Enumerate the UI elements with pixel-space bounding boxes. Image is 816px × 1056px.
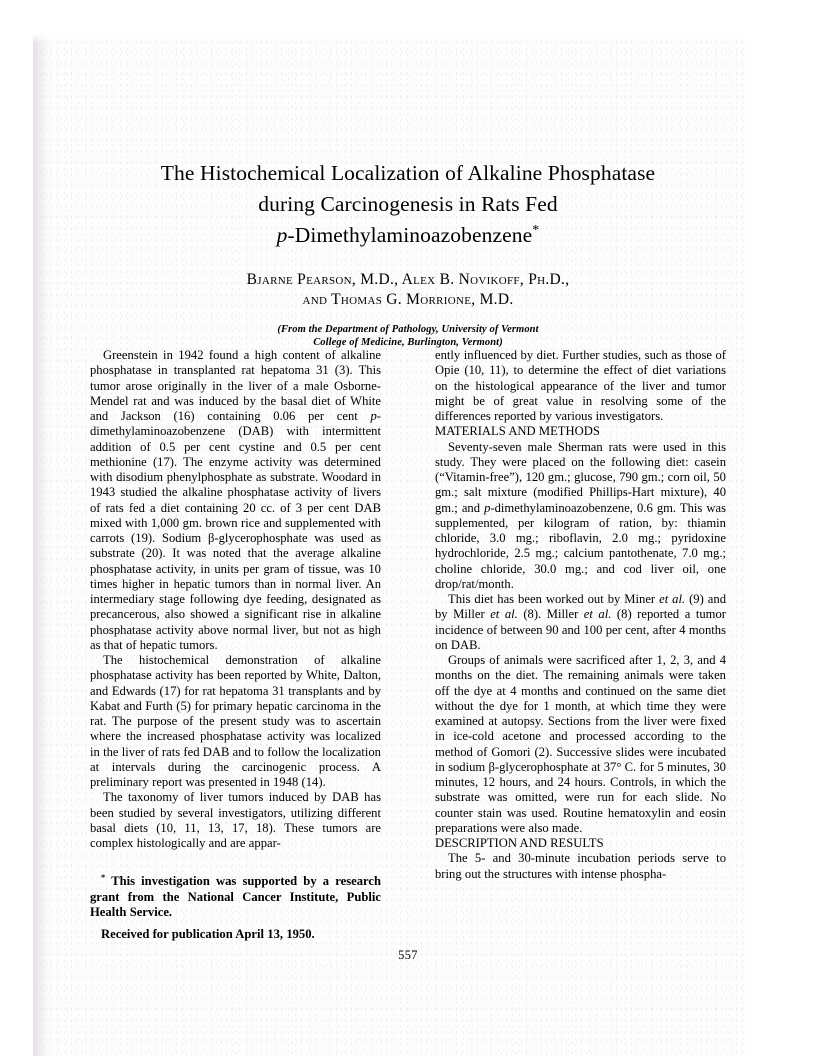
left-column (90, 348, 381, 942)
paragraph: Groups of animals were sacrificed after 1, 2, 3, and 4 months on the diet. The remaining animals were taken off the dye at 4 months and continued on the same diet without the dye for 1 month, at which time they were examined at autopsy. Sections from the liver were fixed in ice-cold acetone and processed according to the method of Gomori (2). Successive slides were incubated in sodium β-glycerophosphate at 37° C. for 5 minutes, 30 minutes, 12 hours, and 24 hours. Controls, in which the substrate was omitted, were run for each slide. No counter stain was used. Routine hematoxylin and eosin preparations were also made. (435, 653, 726, 835)
title-line-3-rest: -Dimethylaminoazobenzene (287, 223, 533, 247)
affiliation-block (78, 310, 738, 349)
title-italic-prefix: p (276, 223, 288, 247)
author-line-2: and Thomas G. Morrione, M.D. (302, 291, 514, 308)
right-column (435, 348, 726, 942)
section-heading-materials-and-methods: MATERIALS AND METHODS (435, 424, 600, 439)
paragraph: The taxonomy of liver tumors induced by DAB has been studied by several investigators, utilizing different basal diets (10, 11, 13, 17, 18). These tumors are complex histologically and are appar- (90, 790, 381, 850)
footnote-grant (90, 874, 381, 920)
article-title (78, 0, 738, 251)
section-heading-description-and-results: DESCRIPTION AND RESULTS (435, 836, 604, 850)
affiliation-line-1: (From the Department of Pathology, University of Vermont (277, 324, 539, 335)
paragraph: This diet has been worked out by Miner et al. (9) and by Miller et al. (8). Miller et al. (8) reported a tumor incidence of between 90 and 100 per cent, after 4 months on DAB. (435, 592, 726, 652)
paragraph: ently influenced by diet. Further studies, such as those of Opie (10, 11), to determine the effect of diet variations on the histological appearance of the liver and tumor might be of great value in resolving some of the differences reported by various investigators. (435, 348, 726, 423)
author-line-1: Bjarne Pearson, M.D., Alex B. Novikoff, Ph.D., (246, 271, 570, 288)
paragraph: The 5- and 30-minute incubation periods serve to bring out the structures with intense phospha- (435, 851, 726, 881)
title-line-2: during Carcinogenesis in Rats Fed (258, 192, 558, 216)
footnote-received: Received for publication April 13, 1950. (101, 927, 315, 941)
title-line-3 (78, 220, 738, 251)
footnote-star-icon: * (101, 872, 106, 883)
paragraph: Greenstein in 1942 found a high content of alkaline phosphatase in transplanted rat hepatoma 31 (3). This tumor arose originally in the liver of a male Osborne-Mendel rat and was induced by the basal diet of White and Jackson (16) containing 0.06 per cent p-dimethylaminoazobenzene (DAB) with intermittent addition of 0.5 per cent cystine and 0.5 per cent methionine (17). The enzyme activity was determined with disodium phenylphosphate as substrate. Woodard in 1943 studied the alkaline phosphatase activity of livers of rats fed a diet containing 20 cc. of 3 per cent DAB mixed with 1,000 gm. brown rice and supplemented with carrots (19). Sodium β-glycerophosphate was used as substrate (20). It was noted that the average alkaline phosphatase activity, in units per gram of tissue, was 10 times higher in hepatic tumors than in normal liver. An intermediary stage following dye feeding, designated as precancerous, also showed a significant rise in alkaline phosphatase activity above normal liver, but not as high as that of hepatic tumors. (90, 348, 381, 652)
title-line-1: The Histochemical Localization of Alkaline Phosphatase (160, 161, 656, 185)
paragraph: Seventy-seven male Sherman rats were used in this study. They were placed on the following diet: casein (“Vitamin-free”), 120 gm.; glucose, 790 gm.; corn oil, 50 gm.; salt mixture (modified Phillips-Hart mixture), 40 gm.; and p-dimethylaminoazobenzene, 0.6 gm. This was supplemented, per kilogram of ration, by: thiamin chloride, 3.0 mg.; riboflavin, 2.0 mg.; pyridoxine hydrochloride, 2.5 mg.; calcium pantothenate, 7.0 mg.; choline chloride, 30.0 mg.; and cod liver oil, one drop/rat/month. (435, 439, 726, 591)
affiliation-line-2: College of Medicine, Burlington, Vermont) (313, 337, 503, 348)
body-columns (90, 348, 726, 942)
paragraph: The histochemical demonstration of alkaline phosphatase activity has been reported by White, Dalton, and Edwards (17) for rat hepatoma 31 transplants and by Kabat and Furth (5) for primary hepatic carcinoma in the rat. The purpose of the present study was to ascertain where the increased phosphatase activity was localized in the liver of rats fed DAB and to follow the localization at intervals during the carcinogenic process. A preliminary report was presented in 1948 (14). (90, 653, 381, 789)
author-block (78, 251, 738, 310)
footnote-grant-text: This investigation was supported by a research grant from the National Cancer Institute, Public Health Service. (90, 874, 382, 919)
page-number: 557 (398, 948, 418, 962)
title-footnote-marker: * (532, 222, 540, 238)
